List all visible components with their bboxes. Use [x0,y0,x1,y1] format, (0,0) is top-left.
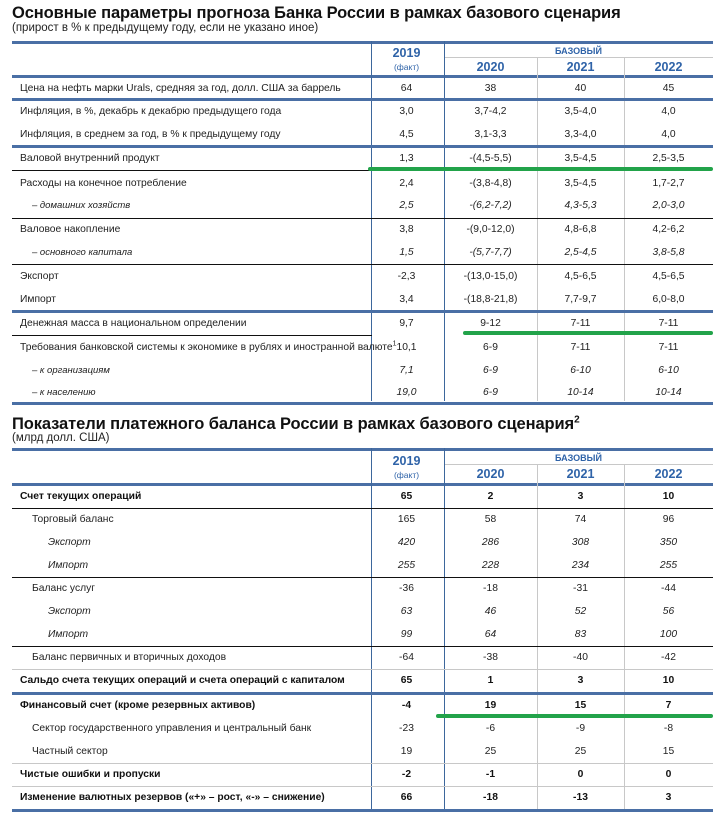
row-label: Сектор государственного управления и центральный банк [32,723,312,734]
cell-2019: -36 [399,583,414,594]
cell-2022: 7-11 [658,318,679,329]
cell-2022: 2,0-3,0 [652,200,685,211]
cell-2020: 38 [484,83,497,94]
cell-2019: 65 [400,675,413,686]
cell-2022: 96 [662,514,675,525]
cell-2019: -2 [401,769,412,780]
cell-2020: -1 [485,769,496,780]
cell-2019: 7,1 [399,365,414,376]
cell-2021: 25 [574,746,587,757]
cell-2019: 1,3 [399,153,414,164]
row-label: Валовое накопление [20,224,121,235]
cell-2019: 3,8 [399,224,414,235]
cell-2021: 15 [574,700,587,711]
row-label-text: Требования банковской системы к экономике в рублях и иностранной валюте [20,342,393,353]
cell-2021: 308 [571,537,590,548]
table2-subtitle: (млрд долл. США) [12,432,110,444]
cell-2022: 4,0 [661,106,676,117]
cell-2019: 165 [397,514,416,525]
cell-2021: 0 [577,769,584,780]
table2-header-divider [444,464,713,465]
cell-2020: -(18,8-21,8) [463,294,518,305]
row-label: Импорт [48,629,89,640]
cell-2020: -(3,8-4,8) [469,178,512,189]
cell-2020: -(6,2-7,2) [469,200,512,211]
table2-bottom-rule [12,809,713,812]
table2-header-2021: 2021 [566,467,595,481]
highlight-underline [436,714,713,718]
cell-2022: 4,0 [661,129,676,140]
cell-2020: -(5,7-7,7) [469,247,512,258]
row-label: Импорт [48,560,89,571]
table1-title: Основные параметры прогноза Банка России в рамках базового сценария [12,4,621,22]
cell-2020: 2 [487,491,494,502]
cell-2019: 65 [400,491,413,502]
cell-2019: 10,1 [396,342,417,353]
cell-2019: -2,3 [397,271,416,282]
cell-2021: 3 [577,491,584,502]
table-row [12,600,713,624]
cell-2022: 6,0-8,0 [652,294,685,305]
cell-2020: -6 [485,723,496,734]
row-label: Цена на нефть марки Urals, средняя за год, долл. США за баррель [20,83,341,94]
row-label: Инфляция, в %, декабрь к декабрю предыдущего года [20,106,282,117]
footnote-marker: 1 [392,340,397,348]
cell-2022: 4,5-6,5 [652,271,685,282]
cell-2021: 6-10 [570,365,591,376]
cell-2020: -(13,0-15,0) [463,271,518,282]
cell-2022: 255 [659,560,678,571]
row-label: Торговый баланс [32,514,114,525]
row-label: Сальдо счета текущих операций и счета операций с капиталом [20,675,345,686]
row-label: Экспорт [48,537,91,548]
table1-header-2021: 2021 [566,60,595,74]
cell-2019: 63 [400,606,413,617]
table2-header-2019: 2019 [392,454,421,468]
cell-2020: 64 [484,629,497,640]
cell-2022: 1,7-2,7 [652,178,685,189]
cell-2022: -8 [663,723,674,734]
table-row [12,531,713,555]
cell-2022: 2,5-3,5 [652,153,685,164]
row-label: Чистые ошибки и пропуски [20,769,161,780]
cell-2020: 228 [481,560,500,571]
cell-2019: 2,4 [399,178,414,189]
cell-2019: -4 [401,700,412,711]
cell-2019: 255 [397,560,416,571]
cell-2019: 64 [400,83,413,94]
row-label: – основного капитала [32,247,133,258]
cell-2019: 19,0 [396,387,417,398]
cell-2019: 3,4 [399,294,414,305]
table1-header-2020: 2020 [476,60,505,74]
cell-2020: 286 [481,537,500,548]
cell-2020: -18 [483,792,498,803]
cell-2022: 350 [659,537,678,548]
row-label: – домашних хозяйств [32,200,131,211]
cell-2020: 9-12 [480,318,501,329]
cell-2022: 6-10 [658,365,679,376]
table-row [12,554,713,578]
cell-2021: 3,5-4,0 [564,106,597,117]
cell-2021: 4,8-6,8 [564,224,597,235]
table2-header-base: БАЗОВЫЙ [555,453,602,463]
cell-2020: 25 [484,746,497,757]
cell-2022: 7-11 [658,342,679,353]
cell-2022: -42 [661,652,676,663]
cell-2022: 10-14 [655,387,682,398]
cell-2019: 420 [397,537,416,548]
table-row [12,669,713,693]
cell-2022: 100 [659,629,678,640]
table2-header-2022: 2022 [654,467,683,481]
row-label: Расходы на конечное потребление [20,178,187,189]
cell-2021: 4,3-5,3 [564,200,597,211]
table-row [12,485,713,509]
cell-2020: 58 [484,514,497,525]
table-row [12,646,713,670]
row-label: Счет текущих операций [20,491,142,502]
cell-2021: 40 [574,83,587,94]
cell-2020: -38 [483,652,498,663]
cell-2019: -23 [399,723,414,734]
cell-2021: -31 [573,583,588,594]
row-label: Баланс первичных и вторичных доходов [32,652,227,663]
row-label: Экспорт [48,606,91,617]
cell-2021: 83 [574,629,587,640]
table-row [12,717,713,741]
cell-2021: 3 [577,675,584,686]
table1-header-base: БАЗОВЫЙ [555,46,602,56]
cell-2020: 46 [484,606,497,617]
row-label: – к организациям [32,365,110,376]
cell-2021: -9 [575,723,586,734]
footnote-marker: 2 [574,414,580,426]
table1-header-2019: 2019 [392,46,421,60]
cell-2022: 56 [662,606,675,617]
cell-2022: 0 [665,769,672,780]
cell-2022: 3 [665,792,672,803]
table-row [12,740,713,764]
balance-of-payments-table [12,0,713,820]
cell-2019: 4,5 [399,129,414,140]
cell-2019: 9,7 [399,318,414,329]
cell-2020: 19 [484,700,497,711]
cell-2021: 74 [574,514,587,525]
row-label: Валовой внутренний продукт [20,153,160,164]
cell-2021: 7-11 [570,318,591,329]
row-label: Финансовый счет (кроме резервных активов) [20,700,256,711]
table1-header-2022: 2022 [654,60,683,74]
cell-2022: 4,2-6,2 [652,224,685,235]
table-row [12,577,713,601]
cell-2022: 3,8-5,8 [652,247,685,258]
cell-2022: 45 [662,83,675,94]
row-label: Денежная масса в национальном определении [20,318,247,329]
table-row [12,623,713,647]
cell-2021: 7,7-9,7 [564,294,597,305]
cell-2020: -(9,0-12,0) [466,224,515,235]
table2-title-text: Показатели платежного баланса России в рамках базового сценария [12,415,575,433]
table1-header-fact: (факт) [393,62,420,72]
cell-2022: 15 [662,746,675,757]
table2-header-2020: 2020 [476,467,505,481]
cell-2019: 2,5 [399,200,414,211]
cell-2022: 10 [662,675,675,686]
cell-2022: 10 [662,491,675,502]
cell-2021: 4,5-6,5 [564,271,597,282]
cell-2020: -(4,5-5,5) [469,153,512,164]
cell-2021: 52 [574,606,587,617]
table-row [12,508,713,532]
cell-2020: 6-9 [483,342,498,353]
cell-2019: 3,0 [399,106,414,117]
row-label: Баланс услуг [32,583,96,594]
row-label: Импорт [20,294,56,305]
cell-2019: 1,5 [399,247,414,258]
cell-2021: 2,5-4,5 [564,247,597,258]
table2-header-fact: (факт) [393,470,420,480]
table-row [12,786,713,810]
table2-top-rule [12,448,713,451]
cell-2019: -64 [399,652,414,663]
cell-2020: 3,1-3,3 [474,129,507,140]
cell-2022: -44 [661,583,676,594]
cell-2021: 3,3-4,0 [564,129,597,140]
row-label: Изменение валютных резервов («+» – рост, «-» – снижение) [20,792,325,803]
cell-2019: 99 [400,629,413,640]
cell-2021: 234 [571,560,590,571]
table-row [12,763,713,787]
cell-2020: -18 [483,583,498,594]
cell-2021: 3,5-4,5 [564,153,597,164]
cell-2019: 19 [400,746,413,757]
cell-2022: 7 [665,700,672,711]
row-label: Инфляция, в среднем за год, в % к предыдущему году [20,129,281,140]
row-label: – к населению [32,387,96,398]
cell-2021: 3,5-4,5 [564,178,597,189]
cell-2021: 10-14 [567,387,594,398]
cell-2021: -40 [573,652,588,663]
cell-2020: 6-9 [483,387,498,398]
cell-2021: 7-11 [570,342,591,353]
cell-2020: 6-9 [483,365,498,376]
cell-2019: 66 [400,792,413,803]
cell-2020: 1 [487,675,494,686]
cell-2020: 3,7-4,2 [474,106,507,117]
cell-2021: -13 [573,792,588,803]
table1-subtitle: (прирост в % к предыдущему году, если не указано иное) [12,22,319,34]
row-label: Экспорт [20,271,59,282]
row-label: Частный сектор [32,746,108,757]
